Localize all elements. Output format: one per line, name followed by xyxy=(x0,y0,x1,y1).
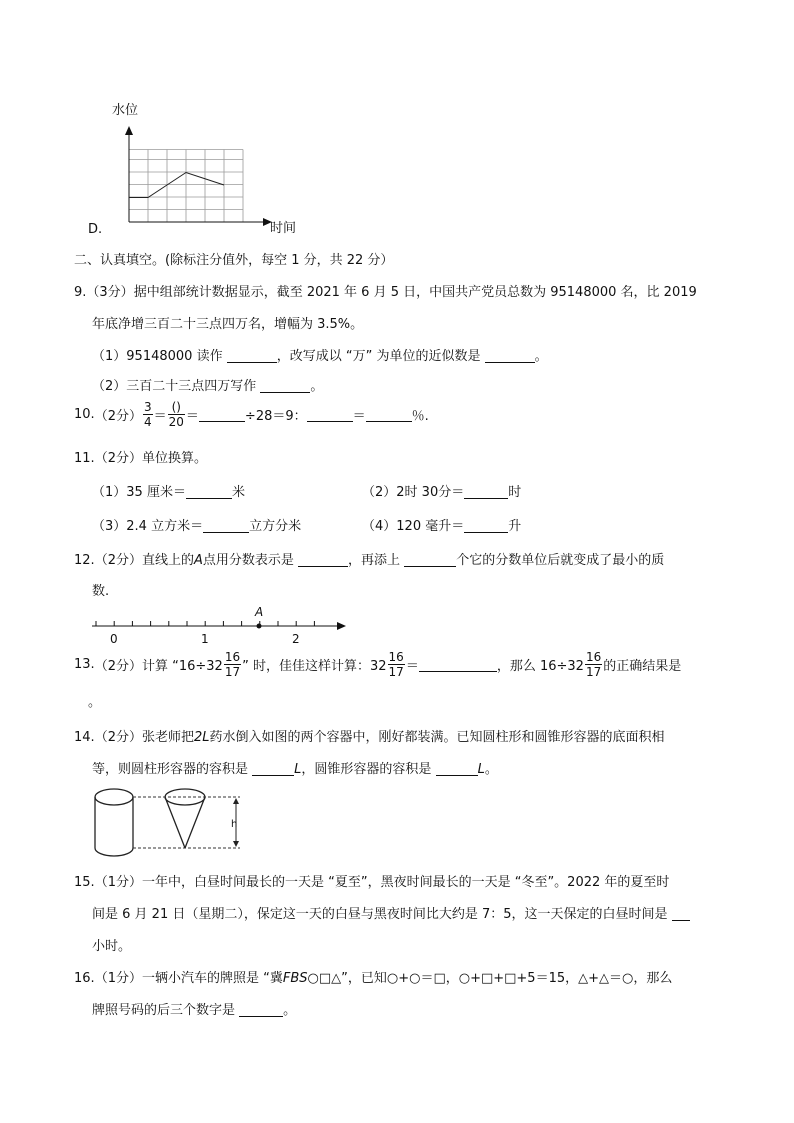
q13-score: （2分） xyxy=(94,659,142,674)
q11-text: 单位换算。 xyxy=(141,451,207,466)
q16-plate: FBS xyxy=(282,971,308,986)
q15-score: （1分） xyxy=(94,875,142,890)
q12-score: （2分） xyxy=(94,553,142,568)
water-level-chart xyxy=(88,98,297,238)
q9-sub1-end: 。 xyxy=(534,349,548,364)
q11-item1 xyxy=(92,481,245,500)
q13-text-a: 计算 “16÷32 xyxy=(141,659,223,674)
q14-blank-cone[interactable] xyxy=(436,761,478,776)
q10-blank-dividend[interactable] xyxy=(199,407,245,422)
q13-fraction-3 xyxy=(585,651,602,678)
q11-item3 xyxy=(92,515,301,534)
q11-item1-text: （1）35 厘米＝ xyxy=(92,485,186,500)
q15-line1 xyxy=(74,871,669,890)
number-line-arrow xyxy=(337,622,346,630)
q10-frac1-num: 3 xyxy=(143,400,152,414)
number-line-ticks xyxy=(96,621,314,626)
q12-line2: 数. xyxy=(92,584,110,599)
q14-unit-l-2: L xyxy=(477,762,485,777)
q13-frac1-den: 17 xyxy=(224,665,241,679)
q16-line2 xyxy=(92,999,296,1018)
q16-number: 16. xyxy=(74,971,95,986)
q10-score: （2分） xyxy=(94,409,142,424)
y-axis-arrow xyxy=(125,126,133,135)
q10-division: ÷28＝9： xyxy=(244,409,307,424)
q11-item1-unit: 米 xyxy=(231,485,245,500)
q15-line2 xyxy=(92,903,690,922)
q11-item4-text: （4）120 毫升＝ xyxy=(362,519,465,534)
q16-blank-digits[interactable] xyxy=(239,1002,283,1017)
q11-item4-unit: 升 xyxy=(508,519,522,534)
q14-text-b: 药水倒入如图的两个容器中，刚好都装满。已知圆柱形和圆锥形容器的底面积相 xyxy=(209,730,665,745)
q11-item2-text: （2）2时 30分＝ xyxy=(362,485,465,500)
q13-fraction-1 xyxy=(224,651,241,678)
number-line-label-1: 1 xyxy=(201,632,209,646)
q14-text-c: 等，则圆柱形容器的容积是 xyxy=(92,762,249,777)
q11-blank-1[interactable] xyxy=(186,484,232,499)
q12-var-a: A xyxy=(193,553,203,568)
q11-item3-text: （3）2.4 立方米＝ xyxy=(92,519,204,534)
number-line-label-2: 2 xyxy=(292,632,300,646)
q13-blank-calc[interactable] xyxy=(419,657,497,672)
q10-frac2-den: 20 xyxy=(168,415,184,429)
q13-frac2-den: 17 xyxy=(388,665,404,679)
q9-blank-approx[interactable] xyxy=(485,348,535,363)
q15-line3: 小时。 xyxy=(92,939,132,954)
q16-text-d: 。 xyxy=(283,1003,297,1018)
q14-text-e: 。 xyxy=(484,762,498,777)
chart-grid xyxy=(129,150,243,223)
graph-d xyxy=(88,98,297,238)
q12-text-d: 个它的分数单位后就变成了最小的质 xyxy=(456,553,665,568)
q16-text-b: ○□△”，已知○+○＝□，○+□+□+5＝15，△+△＝○，那么 xyxy=(307,971,673,986)
q11-blank-4[interactable] xyxy=(464,518,508,533)
q14-containers-figure xyxy=(90,780,260,860)
q9-blank-read[interactable] xyxy=(227,348,277,363)
q10-line xyxy=(74,401,429,428)
q10-number: 10. xyxy=(74,407,95,422)
q9-sub1-text: （1）95148000 读作 xyxy=(92,349,223,364)
q13-text-e: 的正确结果是 xyxy=(603,659,682,674)
q15-text-a: 一年中，白昼时间最长的一天是 “夏至”，黑夜时间最长的一天是 “冬至”。2022 年的夏至时 xyxy=(141,875,670,890)
q11-blank-3[interactable] xyxy=(203,518,249,533)
q11-blank-2[interactable] xyxy=(464,484,508,499)
q14-unit-l-1: L xyxy=(294,762,302,777)
q10-percent: ％. xyxy=(411,409,429,424)
q9-line1 xyxy=(74,281,697,300)
q13-frac3-num: 16 xyxy=(585,650,602,664)
q9-sub2 xyxy=(92,375,323,394)
section-heading: 二、认真填空。(除标注分值外，每空 1 分，共 22 分） xyxy=(74,253,394,268)
q11-item4 xyxy=(362,515,521,534)
q13-frac3-den: 17 xyxy=(585,665,602,679)
q14-score: （2分） xyxy=(94,730,142,745)
q13-number: 13. xyxy=(74,657,95,672)
q13-fraction-2 xyxy=(388,651,405,678)
q10-equals-2: ＝ xyxy=(185,409,199,424)
q10-fraction-2[interactable] xyxy=(168,401,185,428)
q14-text-d: ，圆锥形容器的容积是 xyxy=(301,762,432,777)
q12-blank-fraction[interactable] xyxy=(298,552,348,567)
q11-item3-unit: 立方分米 xyxy=(249,519,302,534)
q11-score: （2分） xyxy=(94,451,142,466)
q11-item2-unit: 时 xyxy=(508,485,522,500)
q10-blank-ratio[interactable] xyxy=(307,407,353,422)
q10-blank-decimal[interactable] xyxy=(366,407,412,422)
q10-equals-3: ＝ xyxy=(352,409,366,424)
q13-line1 xyxy=(74,651,681,678)
q14-number: 14. xyxy=(74,730,95,745)
q9-sub1-text-b: ，改写成以 “万” 为单位的近似数是 xyxy=(276,349,481,364)
q9-number: 9. xyxy=(74,285,87,300)
x-axis-label: 时间 xyxy=(270,221,297,236)
q10-frac2-num: () xyxy=(168,401,185,415)
q10-fraction-1 xyxy=(143,401,153,428)
number-line-label-0: 0 xyxy=(110,632,118,646)
q10-frac1-den: 4 xyxy=(143,415,152,429)
q11-item2 xyxy=(362,481,521,500)
q14-line1 xyxy=(74,726,665,745)
water-level-line xyxy=(129,173,224,198)
q12-text-c: ，再添上 xyxy=(348,553,401,568)
number-line-point-label: A xyxy=(255,605,264,619)
height-label: h xyxy=(231,819,238,830)
q16-text-c: 牌照号码的后三个数字是 xyxy=(92,1003,236,1018)
q15-text-b: 间是 6 月 21 日（星期二），保定这一天的白昼与黑夜时间比大约是 7：5，这一天保定的白昼时间是 xyxy=(92,907,668,922)
q13-text-c: ＝ xyxy=(405,659,419,674)
q9-sub2-end: 。 xyxy=(310,379,324,394)
number-line-point-a xyxy=(257,624,262,629)
q13-text-b: ” 时，佳佳这样计算：32 xyxy=(242,659,387,674)
q16-line1 xyxy=(74,967,672,986)
q12-number-line xyxy=(88,603,368,645)
q14-blank-cylinder[interactable] xyxy=(252,761,294,776)
y-axis-label: 水位 xyxy=(112,103,139,118)
q9-blank-write[interactable] xyxy=(260,378,310,393)
q13-frac1-num: 16 xyxy=(224,650,241,664)
q9-line2: 年底净增三百二十三点四万名，增幅为 3.5%。 xyxy=(92,317,364,332)
q9-sub1 xyxy=(92,345,548,364)
q9-sub2-text: （2）三百二十三点四万写作 xyxy=(92,379,257,394)
q15-blank-hours[interactable] xyxy=(672,906,690,921)
q14-text-a: 张老师把 xyxy=(141,730,194,745)
q14-line2 xyxy=(92,758,498,777)
q11-number: 11. xyxy=(74,451,95,466)
q10-equals-1: ＝ xyxy=(153,409,167,424)
q13-text-d: ，那么 16÷32 xyxy=(496,659,584,674)
q12-line1 xyxy=(74,549,664,568)
q9-score: （3分） xyxy=(86,285,134,300)
q12-text-b: 点用分数表示是 xyxy=(202,553,294,568)
q16-score: （1分） xyxy=(94,971,142,986)
cone-shape xyxy=(165,789,205,848)
q11-line xyxy=(74,447,207,466)
q12-number: 12. xyxy=(74,553,95,568)
q12-text-a: 直线上的 xyxy=(141,553,194,568)
q12-blank-count[interactable] xyxy=(404,552,456,567)
q13-frac2-num: 16 xyxy=(388,650,404,664)
q15-number: 15. xyxy=(74,875,95,890)
q13-line2: 。 xyxy=(88,695,102,710)
q9-text-a: 据中组部统计数据显示，截至 2021 年 6 月 5 日，中国共产党员总数为 95148000 名，比 2019 xyxy=(133,285,697,300)
option-label-d: D. xyxy=(88,222,103,237)
q16-text-a: 一辆小汽车的牌照是 “冀 xyxy=(141,971,283,986)
cylinder-shape xyxy=(95,789,133,856)
q14-var-2l: 2L xyxy=(193,730,210,745)
